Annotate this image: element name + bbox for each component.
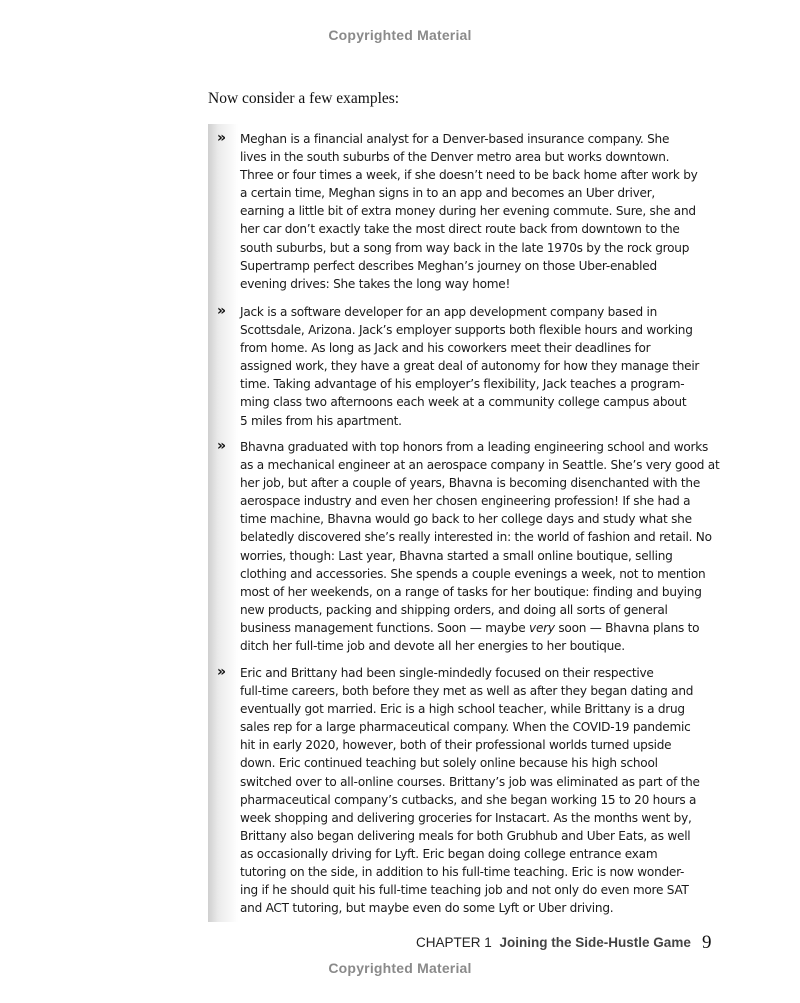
text-line: ing if he should quit his full-time teaching job and not only do even more SAT [240,883,689,898]
example-eric-brittany [240,664,702,917]
text-line: full-time careers, both before they met as well as after they began dating and [240,684,694,699]
example-meghan [240,130,702,293]
text-line: new products, packing and shipping orders, and doing all sorts of general [240,602,668,617]
text-line: lives in the south suburbs of the Denver metro area but works downtown. [240,150,670,165]
text-line: Three or four times a week, if she doesn’t need to be back home after work by [240,168,698,183]
bullet-icon: » [217,664,227,680]
text-line: business management functions. Soon — maybe very soon — Bhavna plans to [240,620,700,635]
text-line: week shopping and delivering groceries for Instacart. As the months went by, [240,810,692,825]
chapter-label: CHAPTER 1 [416,935,492,950]
text-line: as occasionally driving for Lyft. Eric began doing college entrance exam [240,846,658,861]
page-number: 9 [702,932,712,953]
text-line: earning a little bit of extra money during her evening commute. Sure, she and [240,204,696,219]
text-line: Brittany also began delivering meals for both Grubhub and Uber Eats, as well [240,828,691,843]
text-line: hit in early 2020, however, both of their professional worlds turned upside [240,738,672,753]
copyright-watermark-bottom: Copyrighted Material [328,960,472,976]
text-line: eventually got married. Eric is a high school teacher, while Brittany is a drug [240,702,685,717]
text-line: ming class two afternoons each week at a community college campus about [240,395,687,410]
text-line: Supertramp perfect describes Meghan’s journey on those Uber-enabled [240,258,657,273]
text-line: most of her weekends, on a range of tasks for her boutique: finding and buying [240,584,702,599]
text-line: time machine, Bhavna would go back to her college days and study what she [240,512,692,527]
text-line: as a mechanical engineer at an aerospace company in Seattle. She’s very good at [240,458,720,473]
text-line: from home. As long as Jack and his coworkers meet their deadlines for [240,341,651,356]
text-line: Jack is a software developer for an app development company based in [240,305,658,319]
text-line: ditch her full-time job and devote all her energies to her boutique. [240,639,625,654]
chapter-title: Joining the Side-Hustle Game [499,935,691,950]
text-line: south suburbs, but a song from way back in the late 1970s by the rock group [240,240,690,255]
example-jack [240,303,702,430]
text-line: Meghan is a financial analyst for a Denver-based insurance company. She [240,132,670,146]
text-line: assigned work, they have a great deal of autonomy for how they manage their [240,359,700,374]
text-line: clothing and accessories. She spends a couple evenings a week, not to mention [240,566,706,581]
text-line: switched over to all-online courses. Brittany’s job was eliminated as part of the [240,774,700,789]
text-line: her car don’t exactly take the most direct route back from downtown to the [240,222,680,237]
running-footer [416,935,691,950]
bullet-icon: » [217,438,227,454]
text-line: evening drives: She takes the long way home! [240,276,511,291]
text-line: tutoring on the side, in addition to his full-time teaching. Eric is now wonder- [240,865,685,880]
copyright-watermark-top: Copyrighted Material [328,27,472,43]
example-bhavna [240,438,720,655]
text-line: 5 miles from his apartment. [240,413,402,428]
text-line: belatedly discovered she’s really interested in: the world of fashion and retail. No [240,530,712,545]
text-line: down. Eric continued teaching but solely online because his high school [240,756,658,771]
text-line: and ACT tutoring, but maybe even do some Lyft or Uber driving. [240,901,614,916]
bullet-icon: » [217,130,227,146]
text-line: sales rep for a large pharmaceutical company. When the COVID-19 pandemic [240,720,691,735]
text-line: her job, but after a couple of years, Bhavna is becoming disenchanted with the [240,476,701,491]
text-line: worries, though: Last year, Bhavna started a small online boutique, selling [240,548,673,563]
text-line: Bhavna graduated with top honors from a leading engineering school and works [240,440,709,454]
text-line: Scottsdale, Arizona. Jack’s employer supports both flexible hours and working [240,323,693,338]
intro-text: Now consider a few examples: [208,90,400,107]
text-line: pharmaceutical company’s cutbacks, and she began working 15 to 20 hours a [240,792,697,807]
text-line: aerospace industry and even her chosen engineering profession! If she had a [240,494,691,509]
text-line: Eric and Brittany had been single-mindedly focused on their respective [240,666,654,680]
bullet-icon: » [217,303,227,319]
text-line: a certain time, Meghan signs in to an app and becomes an Uber driver, [240,186,656,201]
text-line: time. Taking advantage of his employer’s flexibility, Jack teaches a program- [240,377,685,392]
